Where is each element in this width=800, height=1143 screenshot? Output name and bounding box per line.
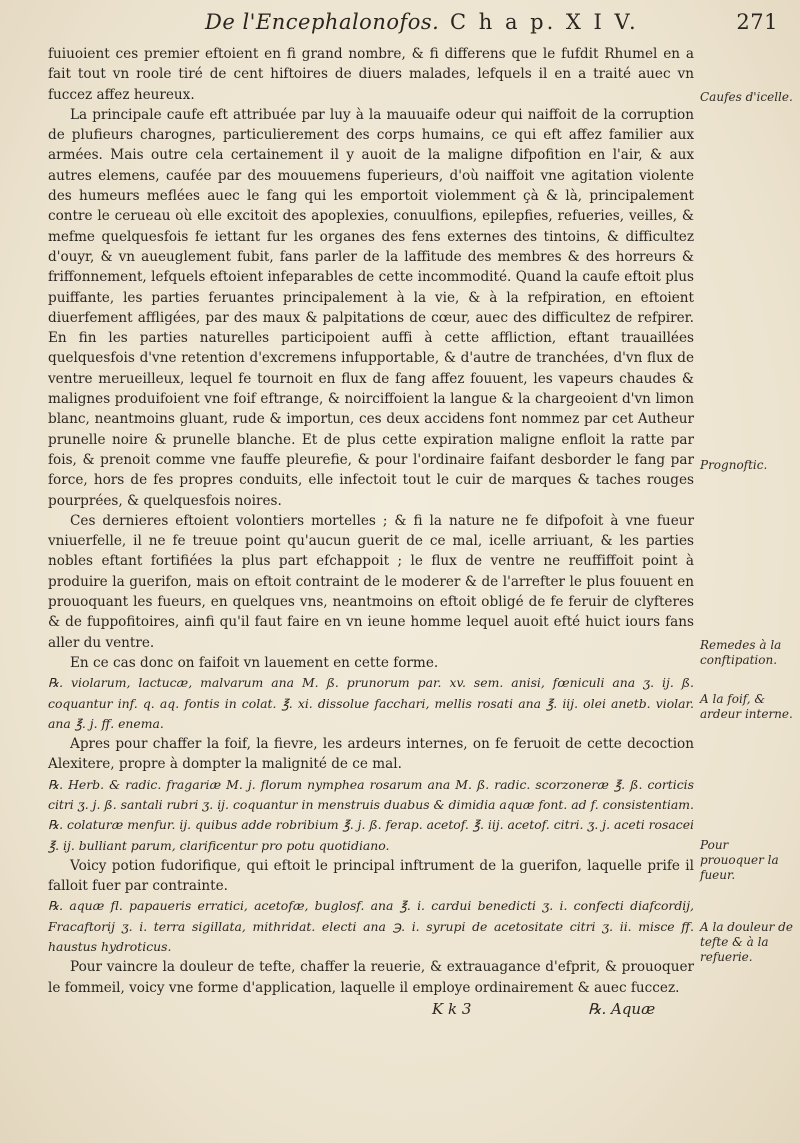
paragraph-continuation: fuiuoient ces premier eftoient en fi grand nombre, & fi differens que le fufdit Rhumel en a fait tout vn roole tiré de cent hiftoires de diuers malades, lefquels il en a traité auec vn fuccez affez heureux. (48, 46, 694, 103)
chapter-label: C h a p. X I V. (450, 10, 639, 34)
paragraph-lavement-intro: En ce cas donc on faifoit vn lauement en cette forme. (70, 654, 439, 671)
recipe-potion: ℞. aquæ fl. papaueris erratici, acetofæ, buglosf. ana ℥. i. cardui benedicti ʒ. i. confecti diafcordij, Fracaftorij ʒ. i. terra sigillata, mithridat. electi ana ℈. i. syrupi de acetositate citri ʒ. ii. misce ff. haustus hydroticus. (48, 898, 694, 955)
recipe-decoction: ℞. Herb. & radic. fragariæ M. j. florum nymphea rosarum ana M. ß. radic. scorzoneræ ℥. ß. corticis citri ʒ. j. ß. santali rubri ʒ. ij. coquantur in menstruis duabus & dimidia aquæ font. ad f. consistentiam. ℞. colaturæ menfur. ij. quibus adde robribium ℥. j. ß. ferap. acetof. ℥. iij. acetof. citri. ʒ. j. aceti rosacei ℥. ij. bulliant parum, clarificentur pro potu quotidiano. (48, 776, 694, 853)
margin-note-sweat: Pour prouoquer la fueur. (700, 838, 779, 882)
running-title: De l'Encephalonofos. (205, 10, 440, 34)
paragraph-decoction-intro: Apres pour chaffer la foif, la fievre, les ardeurs internes, on fe feruoit de cette decoction Alexitere, propre à dompter la malignité de ce mal. (48, 736, 694, 773)
margin-note-prognostic: Prognoftic. (700, 458, 768, 472)
signature-mark: K k 3 (432, 1000, 472, 1018)
margin-note-constipation: Remedes à la conftipation. (700, 638, 782, 667)
running-header (205, 8, 790, 44)
page-footer (0, 1000, 800, 1024)
page-number: 271 (736, 10, 778, 34)
margin-note-causes: Caufes d'icelle. (700, 90, 793, 104)
margin-note-headache: A la douleur de tefte & à la refuerie. (700, 920, 793, 964)
paragraph-headache: Pour vaincre la douleur de tefte, chaffer la reuerie, & extrauagance d'efprit, & prouoquer le fommeil, voicy vne forme d'application, laquelle il employe ordinairement & auec fuccez. (48, 959, 694, 996)
margin-note-thirst: A la foif, & ardeur interne. (700, 692, 793, 721)
main-text (48, 44, 694, 998)
catchword: ℞. Aquæ (588, 1000, 656, 1018)
paragraph-potion-intro: Voicy potion fudorifique, qui eftoit le principal inftrument de la guerifon, laquelle prife il falloit fuer par contrainte. (48, 857, 694, 895)
paragraph-prognostic: Ces dernieres eftoient volontiers mortelles ; & fi la nature ne fe difpofoit à vne fueur vniuerfelle, il ne fe treuue point qu'aucun guerit de ce mal, icelle arriuant, & les parties nobles eftant fortifiées la plus part efchappoit ; le flux de ventre ne reuffiffoit point à produire la guerifon, mais on eftoit contraint de le moderer & de l'arrefter le plus fouuent en prouoquant les fueurs, en quelques vns, neantmoins on eftoit obligé de fe feruir de clyfteres & de fuppofitoires, ainfi qu'il faut faire en vn ieune homme lequel auoit efté huict iours fans aller du ventre. (48, 512, 694, 651)
recipe-lavement: ℞. violarum, lactucæ, malvarum ana M. ß. prunorum par. xv. sem. anisi, fœniculi ana ʒ. ij. ß. coquantur inf. q. aq. fontis in colat. ℥. xi. dissolue facchari, mellis rosati ana ℥. iij. olei anetb. violar. ana ℥. j. ff. enema. (48, 675, 694, 731)
paragraph-causes: La principale caufe eft attribuée par luy à la mauuaife odeur qui naiffoit de la corruption de plufieurs charognes, particulierement des corps humains, ce qui eft affez familier aux armées. Mais outre cela certainement il y auoit de la maligne difpofition en l'air, & aux autres elemens, caufée par des mouuemens fuperieurs, d'où naiffoit vne agitation violente des humeurs meflées auec le fang qui les emportoit violemment çà & là, principalement contre le cerueau où elle excitoit des apoplexies, conuulfions, epilepfies, refueries, veilles, & mefme quelquesfois fe iettant fur les organes des fens externes des tintoins, & difficultez d'ouyr, & vn aueuglement fubit, fans parler de la laffitude des membres & des horreurs & friffonnement, lefquels eftoient infeparables de cette incommodité. Quand la caufe eftoit plus puiffante, les parties feruantes principalement à la vie, & à la refpiration, en eftoient diuerfement affligées, par des maux & palpitations de cœur, auec des difficultez de refpirer. En fin les parties naturelles participoient auffi à cette affliction, eftant trauaillées quelquesfois d'vne retention d'excremens infupportable, & d'autre de tranchées, d'vn flux de ventre merueilleux, lequel fe tournoit en flux de fang affez fouuent, les vapeurs chaudes & malignes produifoient vne foif eftrange, & noirciffoient la langue & la chargeoient d'vn limon blanc, neantmoins gluant, rude & importun, ces deux accidens font nommez par cet Autheur prunelle noire & prunelle blanche. Et de plus cette expiration maligne enfloit la ratte par fois, & prenoit comme vne fauffe pleurefie, & pour l'ordinaire faifant desborder le fang par force, hors de fes propres conduits, elle infectoit tout le cuir de marques & taches rouges pourprées, & quelquesfois noires. (48, 106, 694, 509)
